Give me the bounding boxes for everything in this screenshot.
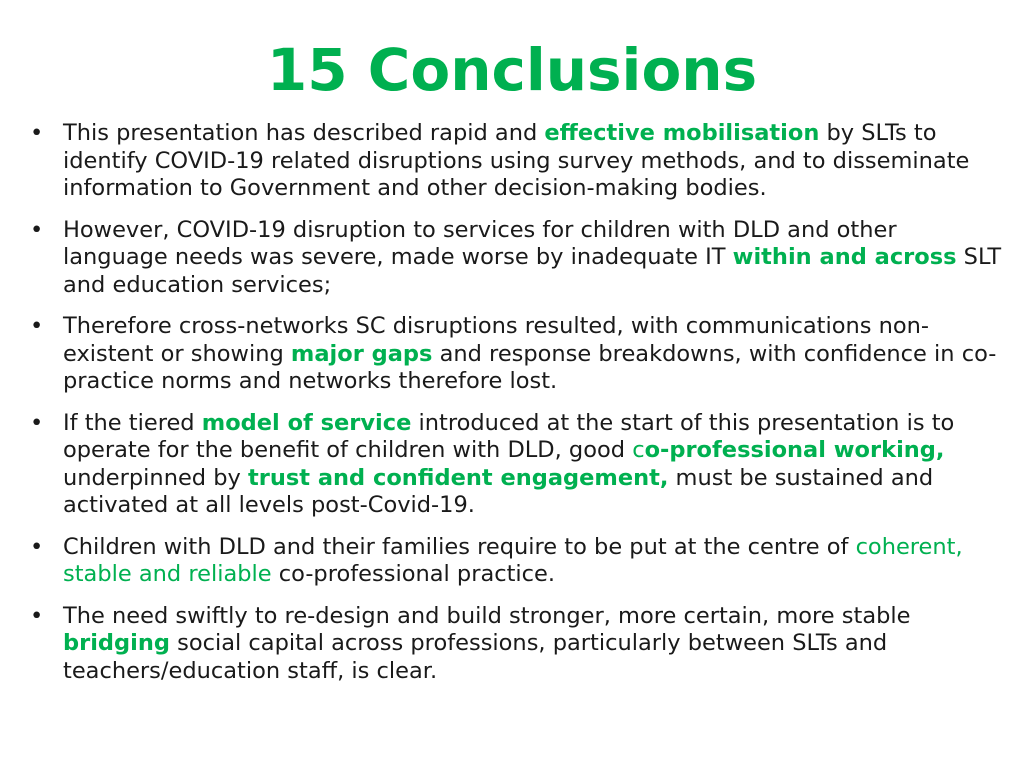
bullet-text: The need swiftly to re-design and build stronger, more certain, more stable — [63, 602, 911, 629]
bullet-text: must be sustained and activated at all levels post-Covid-19. — [63, 464, 934, 518]
bullet-text: SLT and education services; — [63, 244, 1002, 298]
highlighted-text: o-professional working, — [644, 437, 945, 463]
bullet-text: Children with DLD and their families require to be put at the centre of — [63, 533, 856, 560]
bullet-item — [30, 217, 1005, 300]
bullet-text: If the tiered — [63, 409, 202, 436]
highlighted-text: effective mobilisation — [544, 120, 820, 146]
highlighted-text: c — [632, 437, 645, 463]
bullet-item — [30, 534, 1005, 589]
bullet-text: co-professional practice. — [271, 561, 556, 587]
conclusions-list — [30, 120, 1005, 699]
bullet-item — [30, 120, 1005, 203]
highlighted-text: within and across — [732, 244, 957, 270]
bullet-item — [30, 603, 1005, 686]
bullet-item — [30, 313, 1005, 396]
highlighted-text: trust and confident engagement, — [247, 464, 669, 491]
bullet-text: Therefore cross-networks SC disruptions resulted, with communications non-existent or showing — [63, 313, 930, 367]
bullet-dot-icon: • — [30, 533, 44, 560]
bullet-text: introduced at the start of this presentation is to operate for the benefit of children with DLD, good — [63, 409, 955, 463]
bullet-text: social capital across professions, particularly between SLTs and teachers/education staff, is clear. — [63, 630, 888, 684]
slide-title: 15 Conclusions — [266, 36, 758, 104]
highlighted-text: coherent, stable and reliable — [63, 533, 963, 587]
bullet-item — [30, 410, 1005, 520]
bullet-dot-icon: • — [30, 602, 44, 629]
bullet-text: and response breakdowns, with confidence in co-practice norms and networks therefore lost. — [63, 340, 997, 394]
bullet-text: This presentation has described rapid and — [63, 120, 545, 146]
bullet-dot-icon: • — [30, 313, 44, 339]
highlighted-text: model of service — [201, 409, 412, 436]
highlighted-text: major gaps — [290, 340, 433, 367]
bullet-text: underpinned by — [63, 464, 248, 491]
bullet-dot-icon: • — [30, 409, 44, 436]
bullet-dot-icon: • — [30, 216, 44, 243]
highlighted-text: bridging — [63, 630, 170, 656]
bullet-text: However, COVID-19 disruption to services for children with DLD and other language needs was severe, made worse by inadequate IT — [63, 216, 897, 270]
bullet-dot-icon: • — [30, 120, 44, 146]
bullet-text: by SLTs to identify COVID-19 related disruptions using survey methods, and to disseminate information to Government and other decision-making bodies. — [63, 120, 970, 201]
